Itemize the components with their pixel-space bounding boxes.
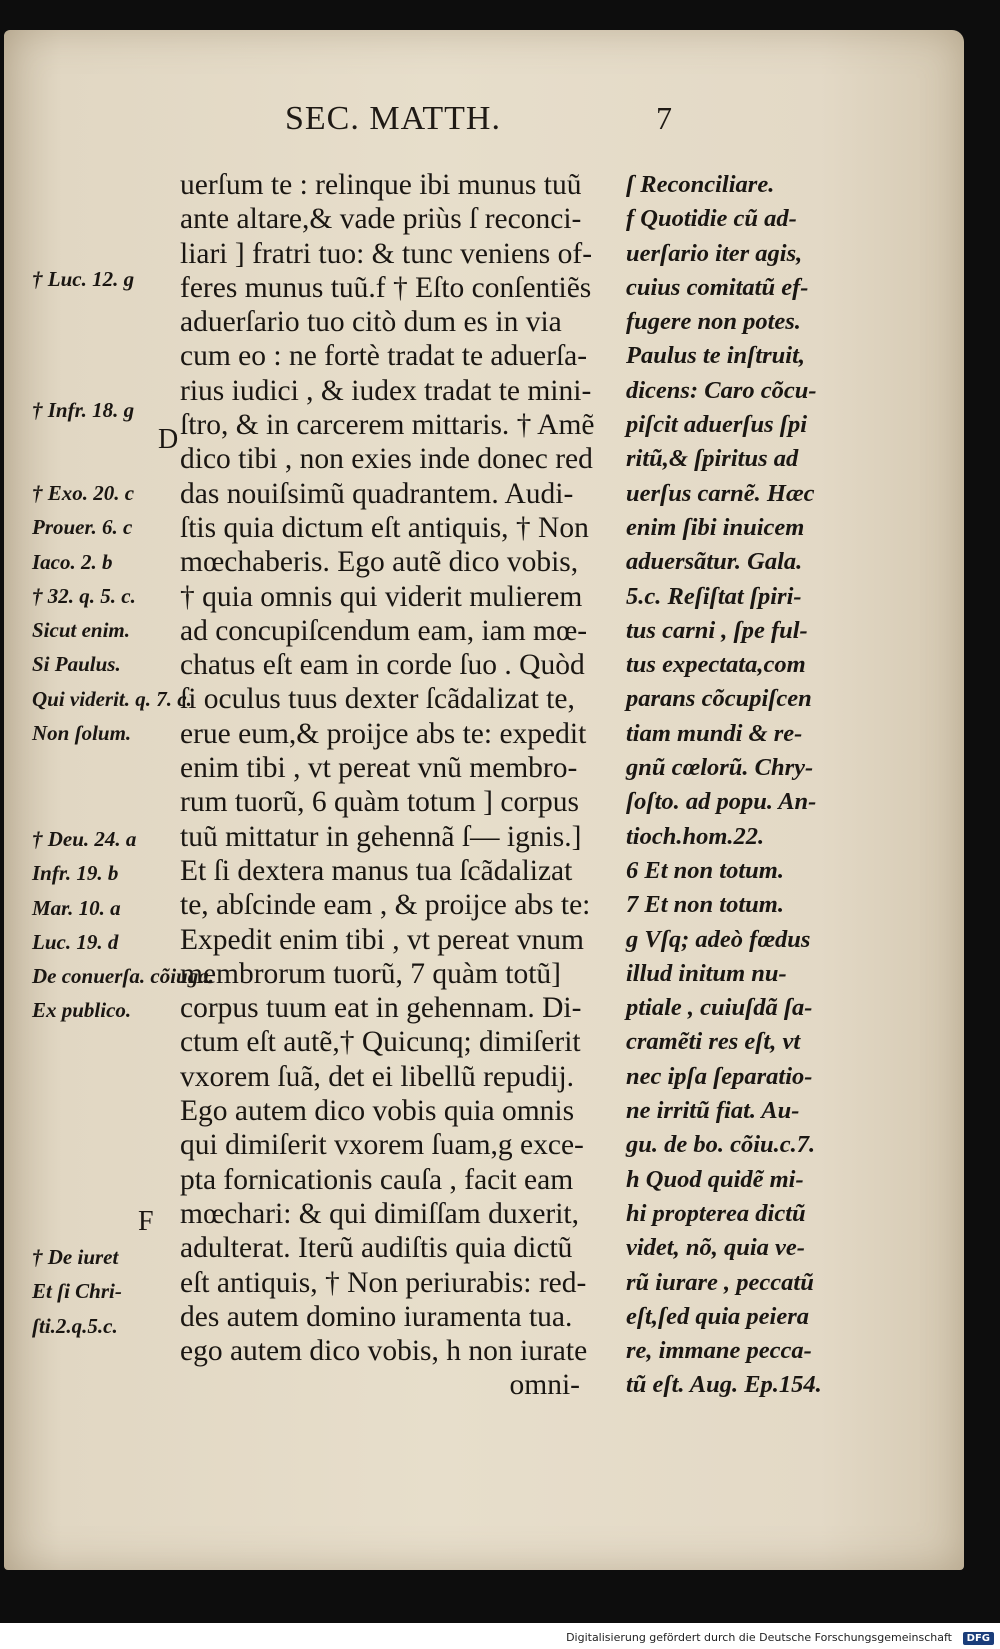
citation-line: † 32. q. 5. c. <box>32 583 136 608</box>
citation-line: Non ſolum. <box>32 721 132 746</box>
left-note-group-4 <box>32 822 214 1028</box>
note-line: h Quod quidẽ mi- <box>626 1165 804 1193</box>
text-line: chatus eſt eam in corde ſuo . Quòd <box>180 649 585 682</box>
left-note-group-2 <box>32 393 182 427</box>
note-line: ſoſto. ad popu. An- <box>626 788 817 816</box>
note-line: tioch.hom.22. <box>626 822 765 850</box>
note-line: Paulus te inſtruit, <box>626 342 806 370</box>
note-line: parans cõcupiſcen <box>626 685 812 713</box>
text-line: adulterat. Iterũ audiſtis quia dictũ <box>180 1232 573 1265</box>
text-line: uerſum te : relinque ibi munus tuũ <box>180 169 582 201</box>
text-line: ſtis quia dictum eſt antiquis, † Non <box>180 511 589 544</box>
note-line: enim ſibi inuicem <box>626 513 805 541</box>
note-line: gnũ cœlorũ. Chry- <box>626 754 814 782</box>
text-line: te, abſcinde eam , & proijce abs te: <box>180 889 591 922</box>
text-line: mœchari: & qui dimiſſam duxerit, <box>180 1197 579 1230</box>
citation-line: Si Paulus. <box>32 652 121 677</box>
footer-bar <box>0 1623 1000 1649</box>
text-line: feres munus tuũ.f † Eſto conſentiẽs <box>180 271 592 304</box>
note-line: hi propterea dictũ <box>626 1199 806 1227</box>
text-line: † quia omnis qui viderit mulierem <box>180 580 583 613</box>
text-line: dico tibi , non exies inde donec red <box>180 443 593 476</box>
note-line: uerſus carnẽ. Hæc <box>626 479 815 507</box>
note-line: cramẽti res eſt, vt <box>626 1028 801 1056</box>
citation-line: Infr. 19. b <box>32 861 119 886</box>
citation-line: Qui viderit. q. 7. c. <box>32 686 192 711</box>
main-text-column <box>180 168 610 1403</box>
citation-line: Luc. 19. d <box>32 929 119 954</box>
left-note-group-3 <box>32 476 192 750</box>
note-line: f Quotidie cũ ad- <box>626 205 797 233</box>
text-line: Ego autem dico vobis quia omnis <box>180 1095 575 1128</box>
text-line: Et ſi dextera manus tua ſcãdalizat <box>180 854 573 887</box>
note-line: 6 Et non totum. <box>626 856 784 884</box>
left-note-group-1 <box>32 262 182 296</box>
text-line: enim tibi , vt pereat vnũ membro- <box>180 752 578 785</box>
citation-line: † Exo. 20. c <box>32 481 135 505</box>
text-line: ante altare,& vade priùs ſ reconci- <box>180 203 582 236</box>
text-line: tuũ mittatur in gehennã ſ— ignis.] <box>180 820 582 853</box>
text-line: eſt antiquis, † Non periurabis: red- <box>180 1266 587 1299</box>
text-line: ad concupiſcendum eam, iam mœ- <box>180 614 588 647</box>
note-line: uerſario iter agis, <box>626 239 803 267</box>
text-line: rius iudici , & iudex tradat te mini- <box>180 374 592 407</box>
citation-line: Mar. 10. a <box>32 895 121 920</box>
section-marker-f: F <box>138 1206 154 1237</box>
section-marker-d: D <box>158 424 179 455</box>
note-line: 7 Et non totum. <box>626 891 784 919</box>
citation-line: ſti.2.q.5.c. <box>32 1313 118 1338</box>
text-line: membrorum tuorũ, 7 quàm totũ] <box>180 957 561 990</box>
note-line: rũ iurare , peccatũ <box>626 1268 814 1296</box>
note-line: tus carni , ſpe ful- <box>626 616 808 644</box>
citation-line: † Deu. 24. a <box>32 827 137 851</box>
note-line: dicens: Caro cõcu- <box>626 376 817 404</box>
note-line: 5.c. Reſiſtat ſpiri- <box>626 582 802 610</box>
text-line: qui dimiſerit vxorem ſuam,g exce- <box>180 1129 584 1162</box>
running-head: SEC. MATTH. <box>285 100 501 137</box>
note-line: re, immane pecca- <box>626 1337 812 1365</box>
note-line: tus expectata,com <box>626 651 806 679</box>
right-margin-notes <box>626 168 851 1403</box>
citation-line: Et ſi Chri- <box>32 1279 122 1304</box>
text-line: das nouiſsimũ quadrantem. Audi- <box>180 477 574 510</box>
note-line: videt, nõ, quia ve- <box>626 1234 805 1262</box>
text-line: corpus tuum eat in gehennam. Di- <box>180 992 582 1025</box>
text-line: aduerſario tuo citò dum es in via <box>180 306 562 339</box>
text-line: rum tuorũ, 6 quàm totum ] corpus <box>180 786 580 819</box>
note-line: ne irritũ fiat. Au- <box>626 1097 800 1125</box>
dfg-logo: DFG <box>963 1632 994 1645</box>
text-line: ſi oculus tuus dexter ſcãdalizat te, <box>180 683 575 716</box>
note-line: ritũ,& ſpiritus ad <box>626 445 799 473</box>
note-line: aduersãtur. Gala. <box>626 548 803 576</box>
text-line: liari ] fratri tuo: & tunc veniens of- <box>180 237 593 270</box>
text-line: des autem domino iuramenta tua. <box>180 1300 573 1333</box>
citation-line: Iaco. 2. b <box>32 549 113 574</box>
note-line: tũ eſt. Aug. Ep.154. <box>626 1371 822 1399</box>
note-line: ſ Reconciliare. <box>626 171 775 198</box>
note-line: gu. de bo. cõiu.c.7. <box>626 1131 816 1159</box>
citation-line: † Infr. 18. g <box>32 398 135 422</box>
citation-line: † Luc. 12. g <box>32 267 135 291</box>
note-line: g Vſq; adeò fœdus <box>626 925 811 953</box>
note-line: piſcit aduerſus ſpi <box>626 411 808 439</box>
text-line: ctum eſt autẽ,† Quicunq; dimiſerit <box>180 1026 581 1059</box>
text-line: erue eum,& proijce abs te: expedit <box>180 717 587 750</box>
funding-credit: Digitalisierung gefördert durch die Deutsche Forschungsgemeinschaft <box>566 1631 952 1644</box>
citation-line: † De iuret <box>32 1245 119 1269</box>
text-line: mœchaberis. Ego autẽ dico vobis, <box>180 546 579 579</box>
note-line: illud initum nu- <box>626 959 787 987</box>
text-line: vxorem ſuã, det ei libellũ repudij. <box>180 1060 575 1093</box>
note-line: cuius comitatũ ef- <box>626 273 809 301</box>
left-note-group-5 <box>32 1240 182 1343</box>
citation-line: Ex publico. <box>32 998 132 1023</box>
note-line: fugere non potes. <box>626 308 801 336</box>
citation-line: Sicut enim. <box>32 618 131 643</box>
citation-line: Prouer. 6. c <box>32 515 133 540</box>
note-line: ptiale , cuiuſdã ſa- <box>626 994 813 1022</box>
note-line: nec ipſa ſeparatio- <box>626 1062 813 1090</box>
text-line: ſtro, & in carcerem mittaris. † Amẽ <box>180 409 595 442</box>
text-line: Expedit enim tibi , vt pereat vnum <box>180 923 584 956</box>
note-line: eſt,ſed quia peiera <box>626 1302 810 1330</box>
note-line: tiam mundi & re- <box>626 719 803 747</box>
text-line: ego autem dico vobis, h non iurate <box>180 1335 588 1368</box>
page-number: 7 <box>656 100 672 136</box>
text-line: cum eo : ne fortè tradat te aduerſa- <box>180 340 588 373</box>
text-line: pta fornicationis cauſa , facit eam <box>180 1163 574 1196</box>
citation-line: De conuerſa. cõiuga. <box>32 964 214 989</box>
text-line: omni- <box>509 1369 580 1402</box>
